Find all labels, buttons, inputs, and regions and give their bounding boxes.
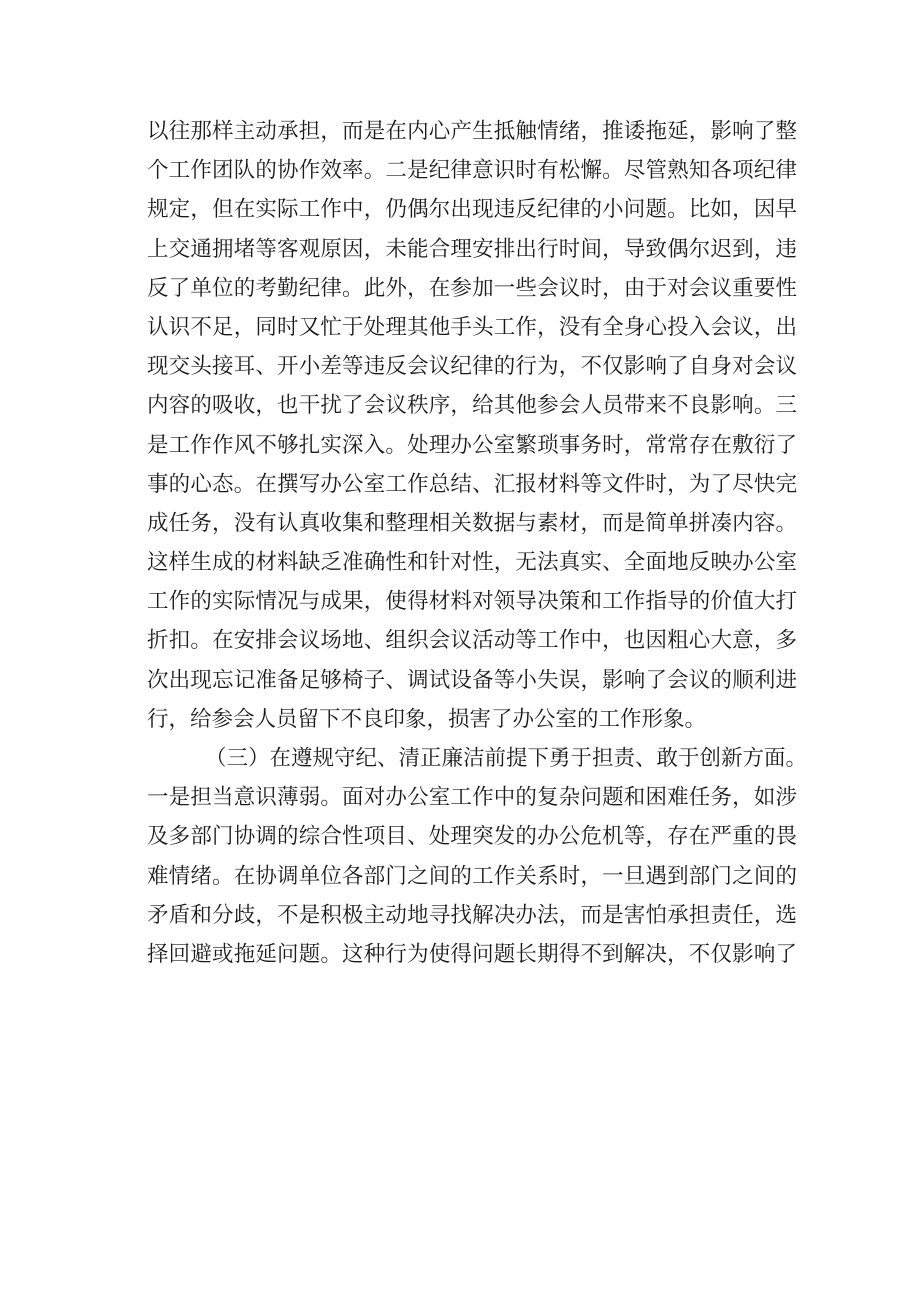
paragraph-end-line: 行，给参会人员留下不良印象，损害了办公室的工作形象。 xyxy=(147,706,707,732)
text-line: 难情绪。在协调单位各部门之间的工作关系时，一旦遇到部门之间的 xyxy=(147,863,797,889)
text-line: 反了单位的考勤纪律。此外，在参加一些会议时，由于对会议重要性 xyxy=(147,275,797,301)
text-line: 成任务，没有认真收集和整理相关数据与素材，而是简单拼凑内容。 xyxy=(147,510,797,536)
text-line: 矛盾和分歧，不是积极主动地寻找解决办法，而是害怕承担责任，选 xyxy=(147,902,797,928)
text-line: 择回避或拖延问题。这种行为使得问题长期得不到解决，不仅影响了 xyxy=(147,941,797,967)
text-line: 是工作作风不够扎实深入。处理办公室繁琐事务时，常常存在敷衍了 xyxy=(147,432,797,458)
text-line: 及多部门协调的综合性项目、处理突发的办公危机等，存在严重的畏 xyxy=(147,824,797,850)
text-line: 内容的吸收，也干扰了会议秩序，给其他参会人员带来不良影响。三 xyxy=(147,393,797,419)
text-line: 折扣。在安排会议场地、组织会议活动等工作中，也因粗心大意，多 xyxy=(147,628,797,654)
text-line: 上交通拥堵等客观原因，未能合理安排出行时间，导致偶尔迟到，违 xyxy=(147,236,797,262)
text-line: 事的心态。在撰写办公室工作总结、汇报材料等文件时，为了尽快完 xyxy=(147,471,797,497)
text-line: 认识不足，同时又忙于处理其他手头工作，没有全身心投入会议，出 xyxy=(147,314,797,340)
text-line: 这样生成的材料缺乏准确性和针对性，无法真实、全面地反映办公室 xyxy=(147,550,797,576)
text-line: 现交头接耳、开小差等违反会议纪律的行为，不仅影响了自身对会议 xyxy=(147,354,797,380)
text-line: 一是担当意识薄弱。面对办公室工作中的复杂问题和困难任务，如涉 xyxy=(147,785,797,811)
text-line: 以往那样主动承担，而是在内心产生抵触情绪，推诿拖延，影响了整 xyxy=(147,119,797,144)
text-line: 规定，但在实际工作中，仍偶尔出现违反纪律的小问题。比如，因早 xyxy=(147,197,797,223)
section-heading-line: （三）在遵规守纪、清正廉洁前提下勇于担责、敢于创新方面。 xyxy=(205,746,808,771)
text-line: 次出现忘记准备足够椅子、调试设备等小失误，影响了会议的顺利进 xyxy=(147,667,797,693)
text-line: 工作的实际情况与成果，使得材料对领导决策和工作指导的价值大打 xyxy=(147,589,797,615)
body-text xyxy=(147,112,808,974)
text-line: 个工作团队的协作效率。二是纪律意识时有松懈。尽管熟知各项纪律 xyxy=(147,158,797,184)
